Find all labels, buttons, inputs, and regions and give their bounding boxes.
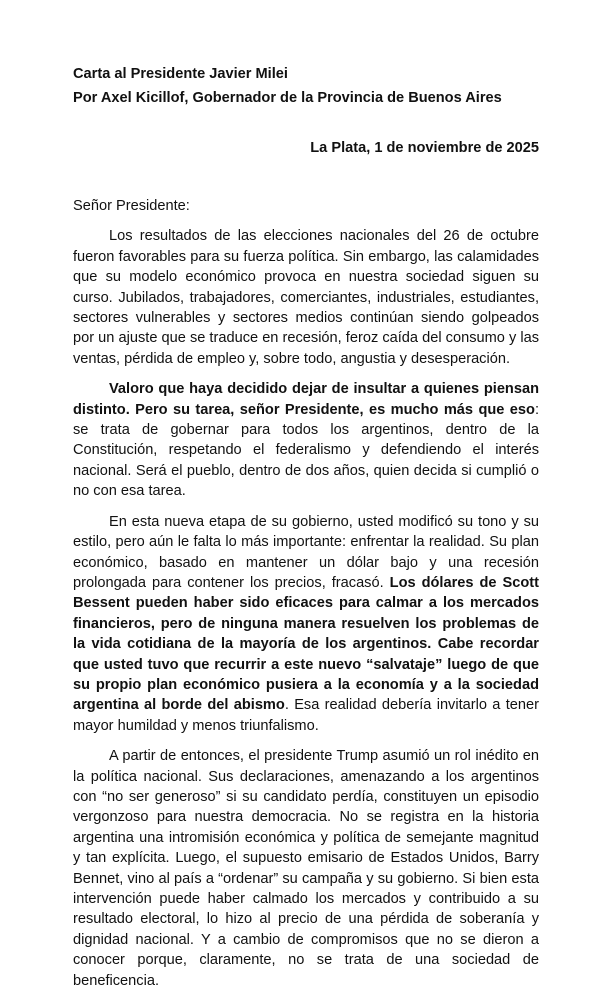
paragraph-3-bold-text: Los dólares de Scott Bessent pueden haber sido eficaces para calmar a los mercados financieros, pero de ninguna manera resuelven los problemas de la vida cotidiana de la mayoría de los argentinos. Cabe recordar que usted tuvo que recurrir a este nuevo “salvataje” luego de que su propio plan económico pusiera a la economía y a la sociedad argentina al borde del abismo	[73, 574, 539, 714]
paragraph-2-text: : se trata de gobernar para todos los argentinos, dentro de la Constitución, respetando el federalismo y defendiendo el interés nacional. Será el pueblo, dentro de dos años, quien decida si cumplió o no con esa tarea.	[73, 401, 539, 500]
paragraph-3-text-b: . Esa realidad debería invitarlo a tener mayor humildad y menos triunfalismo.	[73, 697, 539, 734]
paragraph-4-text: A partir de entonces, el presidente Trump asumió un rol inédito en la política nacional. Sus declaraciones, amenazando a los argentinos con “no ser generoso” si su candidato perdía, constituyen un episodio vergonzoso para nuestra democracia. No se registra en la historia argentina una intromisión económica y política de semejante magnitud y tan explícita. Luego, el supuesto emisario de Estados Unidos, Barry Bennet, vino al país a “ordenar” su campaña y su gobierno. Si bien esta intervención puede haber calmado los mercados y contribuido a su resultado electoral, lo hizo al precio de una pérdida de soberanía y dignidad nacional. Y a cambio de compromisos que no se dieron a conocer porque, claramente, no se trata de una sociedad de beneficencia.	[73, 748, 539, 989]
letter-title: Carta al Presidente Javier Milei	[73, 66, 288, 82]
letter-byline: Por Axel Kicillof, Gobernador de la Provincia de Buenos Aires	[73, 90, 502, 106]
place-date: La Plata, 1 de noviembre de 2025	[310, 140, 539, 156]
paragraph-1	[73, 226, 539, 369]
paragraph-3	[73, 512, 539, 736]
paragraph-2-bold-text: Valoro que haya decidido dejar de insultar a quienes piensan distinto. Pero su tarea, señor Presidente, es mucho más que eso	[73, 381, 539, 418]
paragraph-1-text: Los resultados de las elecciones nacionales del 26 de octubre fueron favorables para su fuerza política. Sin embargo, las calamidades que su modelo económico provoca en nuestra sociedad siguen su curso. Jubilados, trabajadores, comerciantes, industriales, estudiantes, sectores vulnerables y sectores medios continúan siendo golpeados por un ajuste que se traduce en recesión, feroz caída del consumo y las ventas, pérdida de empleo y, sobre todo, angustia y desesperación.	[73, 228, 539, 367]
salutation: Señor Presidente:	[73, 198, 190, 214]
paragraph-4	[73, 746, 539, 991]
paragraph-3-text-a: En esta nueva etapa de su gobierno, usted modificó su tono y su estilo, pero aún le falta lo más importante: enfrentar la realidad. Su plan económico, basado en mantener un dólar bajo y una recesión prolongada para contener los precios, fracasó.	[73, 513, 539, 591]
letter-page	[73, 62, 539, 991]
paragraph-2	[73, 379, 539, 501]
